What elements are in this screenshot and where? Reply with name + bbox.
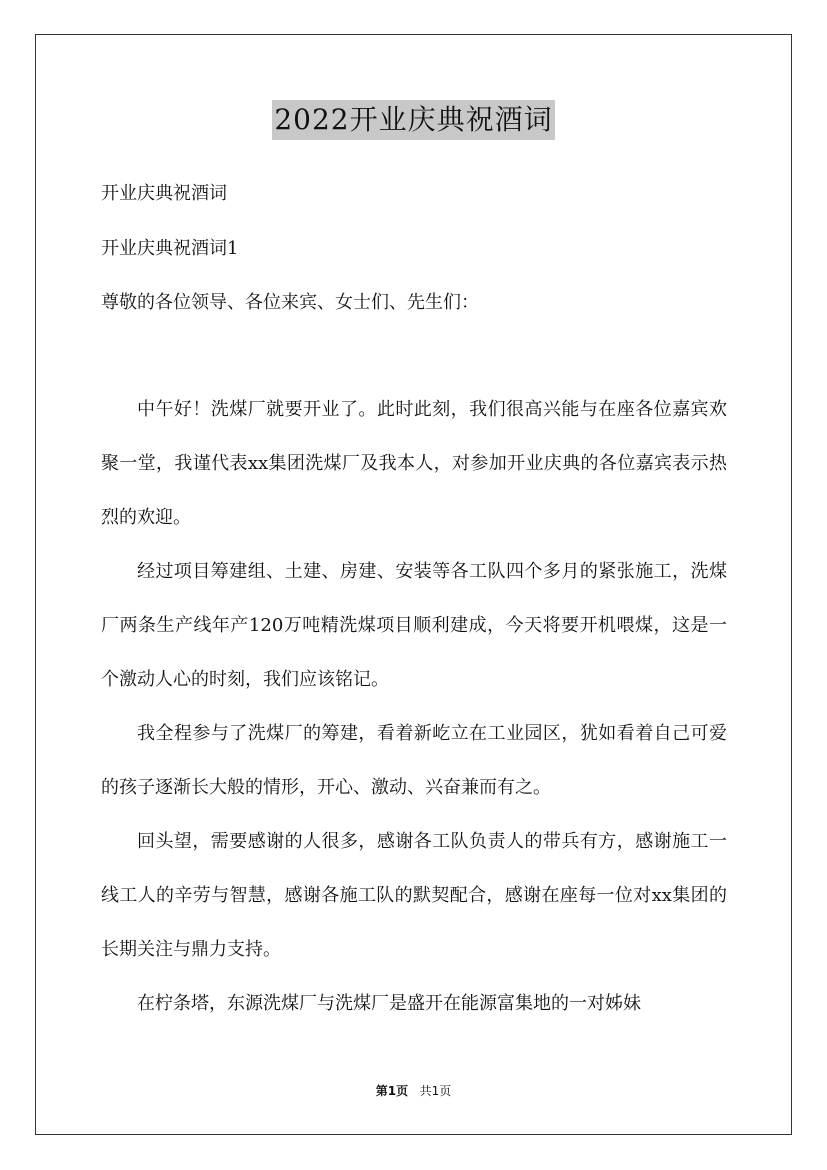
page-number: 第1页 [375,1084,409,1098]
page-total: 共1页 [419,1084,452,1098]
paragraph-2: 经过项目筹建组、土建、房建、安装等各工队四个多月的紧张施工，洗煤厂两条生产线年产120万吨精洗煤项目顺利建成，今天将要开机喂煤，这是一个激动人心的时刻，我们应该铭记。 [101,561,727,690]
page-footer [0,1083,827,1099]
salutation: 尊敬的各位领导、各位来宾、女士们、先生们： [101,292,479,313]
paragraph-4: 回头望，需要感谢的人很多，感谢各工队负责人的带兵有方，感谢施工一线工人的辛劳与智慧，感谢各施工队的默契配合，感谢在座每一位对xx集团的长期关注与鼎力支持。 [101,831,727,960]
paragraph-5: 在柠条塔，东源洗煤厂与洗煤厂是盛开在能源富集地的一对姊妹 [137,993,641,1014]
paragraph-3: 我全程参与了洗煤厂的筹建，看着新屹立在工业园区，犹如看着自己可爱的孩子逐渐长大般的情形，开心、激动、兴奋兼而有之。 [101,723,727,798]
document-subtitle: 开业庆典祝酒词 [101,183,227,204]
document-title: 2022开业庆典祝酒词 [272,100,554,140]
paragraph-1: 中午好！洗煤厂就要开业了。此时此刻，我们很高兴能与在座各位嘉宾欢聚一堂，我谨代表xx集团洗煤厂及我本人，对参加开业庆典的各位嘉宾表示热烈的欢迎。 [101,399,727,528]
section-heading: 开业庆典祝酒词1 [101,238,239,259]
document-title-wrap [0,100,827,140]
